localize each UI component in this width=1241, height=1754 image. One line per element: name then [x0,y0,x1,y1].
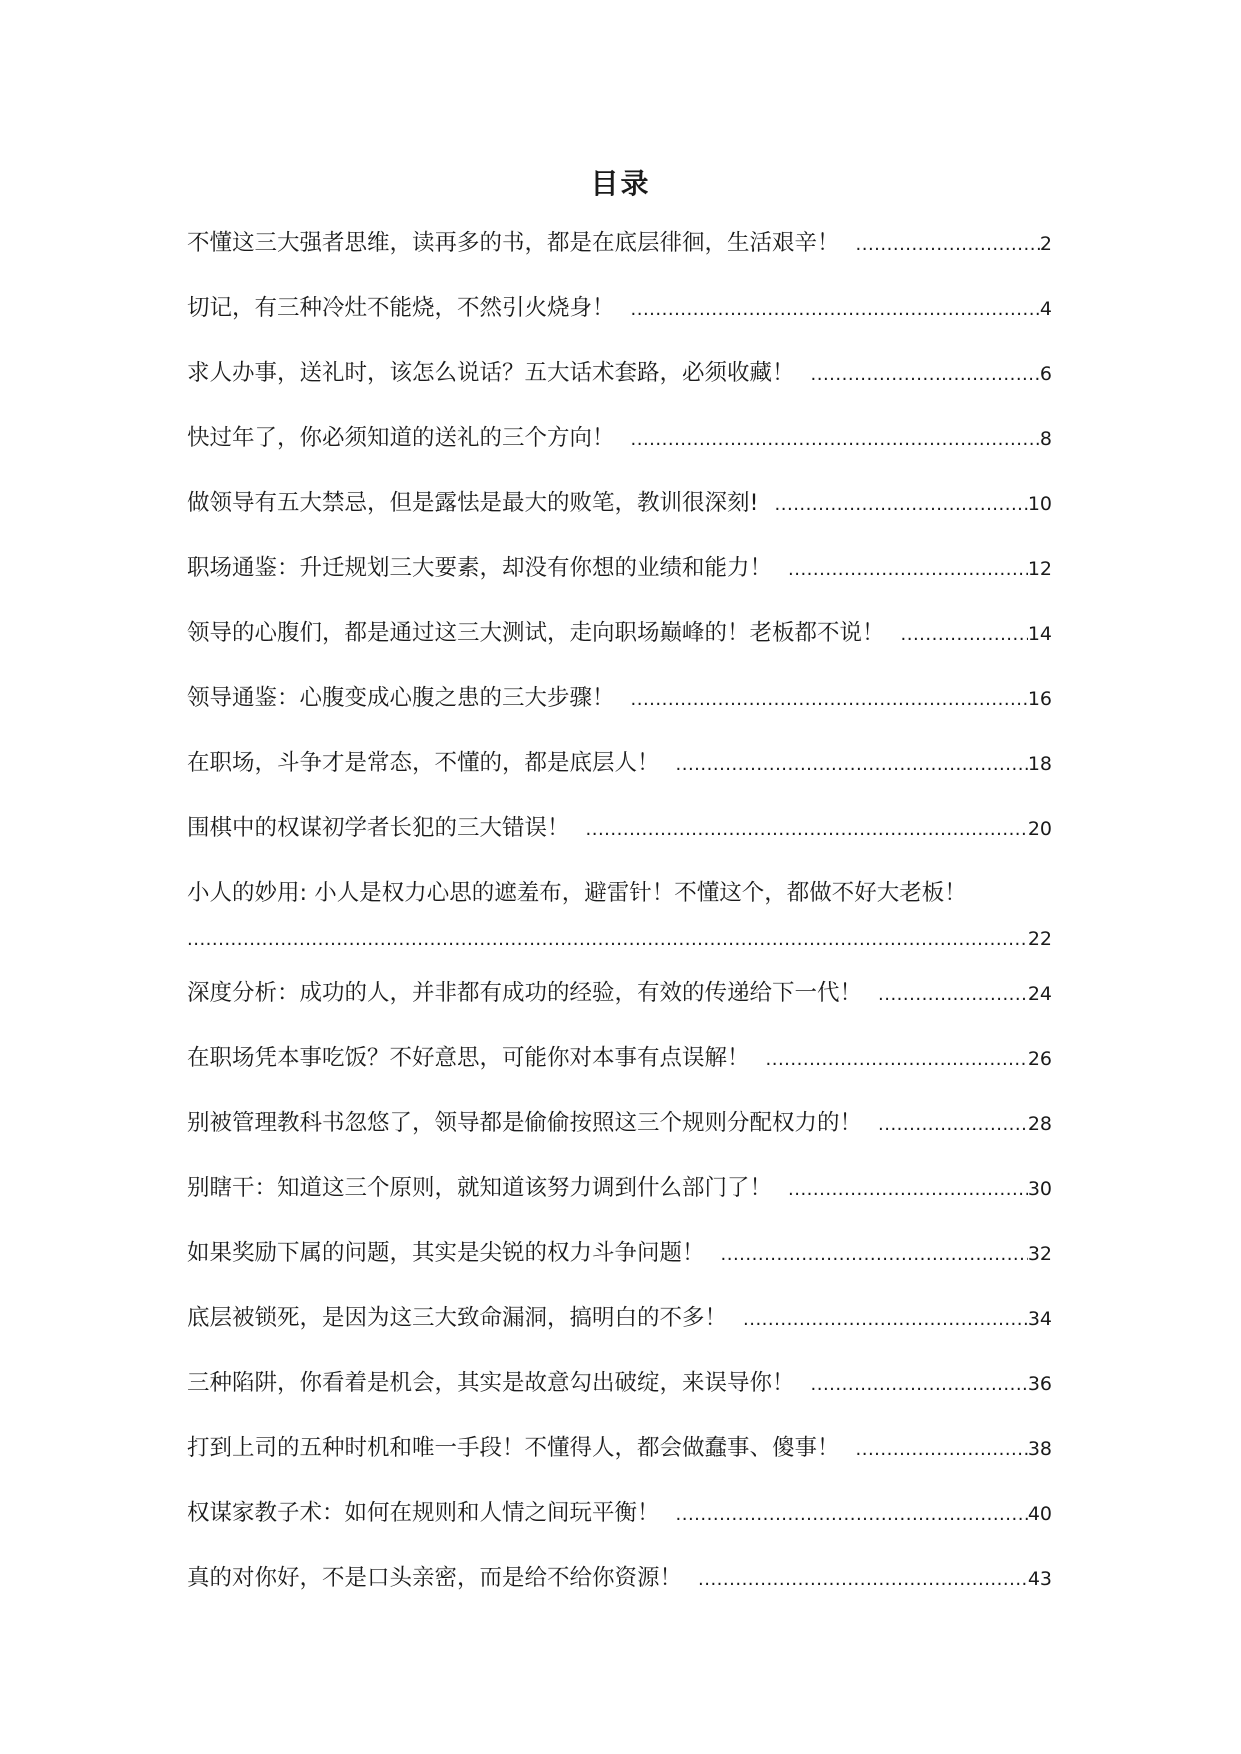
toc-entry-title: 领导通鉴：心腹变成心腹之患的三大步骤！ [187,685,615,711]
toc-entry[interactable] [187,683,1052,748]
toc-page-number: 2 [1039,233,1052,255]
dot-leader [721,1240,1028,1270]
toc-entry-title: 在职场凭本事吃饭？不好意思，可能你对本事有点误解！ [187,1045,750,1071]
toc-page-number: 43 [1027,1568,1052,1590]
toc-page-number: 26 [1027,1048,1052,1070]
dot-leader [878,1110,1028,1140]
toc-entry[interactable] [187,1303,1052,1368]
toc-entry[interactable] [187,488,1052,553]
toc-page-number: 22 [1027,928,1052,950]
toc-page-number: 24 [1027,983,1052,1005]
toc-entry[interactable] [187,1173,1052,1238]
toc-list [187,228,1052,1628]
toc-entry[interactable] [187,1238,1052,1303]
toc-page-number: 10 [1027,493,1052,515]
toc-entry-title: 求人办事，送礼时，该怎么说话？五大话术套路，必须收藏！ [187,360,795,386]
toc-page-number: 36 [1027,1373,1052,1395]
toc-entry-title: 小人的妙用: 小人是权力心思的遮羞布，避雷针！不懂这个，都做不好大老板！ [187,880,967,906]
toc-page-number: 14 [1027,623,1052,645]
toc-page-number: 40 [1027,1503,1052,1525]
toc-entry[interactable] [187,813,1052,878]
toc-entry-title: 做领导有五大禁忌，但是露怯是最大的败笔，教训很深刻! [187,490,759,516]
dot-leader [698,1565,1028,1595]
toc-page-number: 32 [1027,1243,1052,1265]
toc-page-number: 28 [1027,1113,1052,1135]
toc-entry[interactable] [187,358,1052,423]
dot-leader [788,555,1028,585]
dot-leader [811,360,1040,390]
dot-leader [631,685,1028,715]
toc-entry[interactable] [187,423,1052,488]
dot-leader [187,925,1028,955]
dot-leader [775,490,1028,520]
toc-entry[interactable] [187,878,1052,978]
dot-leader [811,1370,1028,1400]
toc-entry[interactable] [187,1108,1052,1173]
dot-leader [766,1045,1028,1075]
toc-entry[interactable] [187,1563,1052,1628]
toc-entry[interactable] [187,748,1052,813]
toc-entry-title: 切记，有三种冷灶不能烧，不然引火烧身！ [187,295,615,321]
toc-entry-title: 别瞎干：知道这三个原则，就知道该努力调到什么部门了！ [187,1175,773,1201]
toc-entry-title: 不懂这三大强者思维，读再多的书，都是在底层徘徊，生活艰辛！ [187,230,840,256]
toc-entry-title: 打到上司的五种时机和唯一手段！不懂得人，都会做蠢事、傻事！ [187,1435,840,1461]
toc-entry[interactable] [187,1043,1052,1108]
dot-leader [676,750,1028,780]
dot-leader [901,620,1028,650]
toc-entry-continuation [187,924,1052,955]
toc-entry-title: 领导的心腹们，都是通过这三大测试，走向职场巅峰的！老板都不说！ [187,620,885,646]
toc-page-number: 4 [1039,298,1052,320]
dot-leader [743,1305,1028,1335]
toc-entry-title: 权谋家教子术：如何在规则和人情之间玩平衡！ [187,1500,660,1526]
toc-entry-title: 围棋中的权谋初学者长犯的三大错误！ [187,815,570,841]
dot-leader [676,1500,1028,1530]
toc-entry-title: 职场通鉴：升迁规划三大要素，却没有你想的业绩和能力！ [187,555,773,581]
toc-entry[interactable] [187,978,1052,1043]
dot-leader [878,980,1028,1010]
toc-page-number: 8 [1039,428,1052,450]
toc-page-number: 16 [1027,688,1052,710]
toc-entry-title: 深度分析：成功的人，并非都有成功的经验，有效的传递给下一代！ [187,980,863,1006]
toc-entry[interactable] [187,293,1052,358]
toc-entry[interactable] [187,1433,1052,1498]
toc-page-number: 6 [1039,363,1052,385]
toc-entry-title: 如果奖励下属的问题，其实是尖锐的权力斗争问题！ [187,1240,705,1266]
toc-entry[interactable] [187,1498,1052,1563]
toc-page-number: 38 [1027,1438,1052,1460]
toc-entry-title: 底层被锁死，是因为这三大致命漏洞，搞明白的不多！ [187,1305,728,1331]
toc-page-number: 20 [1027,818,1052,840]
toc-entry-title: 别被管理教科书忽悠了，领导都是偷偷按照这三个规则分配权力的！ [187,1110,863,1136]
toc-page-number: 12 [1027,558,1052,580]
toc-entry[interactable] [187,1368,1052,1433]
dot-leader [856,230,1040,260]
toc-entry-title: 真的对你好，不是口头亲密，而是给不给你资源！ [187,1565,683,1591]
toc-entry[interactable] [187,553,1052,618]
toc-title: 目录 [590,167,651,200]
dot-leader [631,425,1040,455]
toc-entry-title: 快过年了，你必须知道的送礼的三个方向！ [187,425,615,451]
toc-entry-title: 三种陷阱，你看着是机会，其实是故意勾出破绽，来误导你！ [187,1370,795,1396]
dot-leader [586,815,1028,845]
toc-page-number: 18 [1027,753,1052,775]
toc-page-number: 34 [1027,1308,1052,1330]
dot-leader [856,1435,1028,1465]
toc-page-number: 30 [1027,1178,1052,1200]
toc-entry[interactable] [187,618,1052,683]
dot-leader [788,1175,1028,1205]
toc-entry[interactable] [187,228,1052,293]
dot-leader [631,295,1040,325]
toc-entry-title: 在职场，斗争才是常态，不懂的，都是底层人！ [187,750,660,776]
